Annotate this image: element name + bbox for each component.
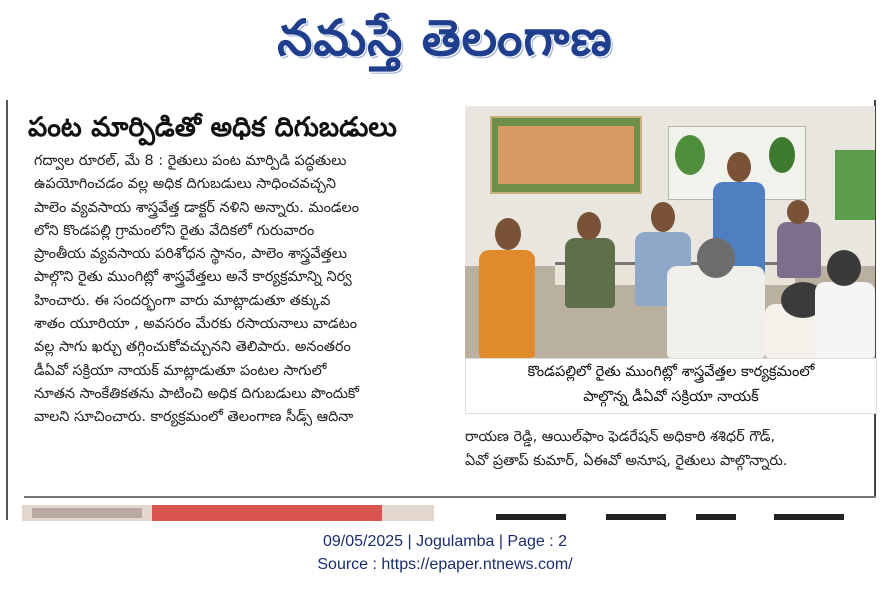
continuation-line: రాయణ రెడ్డి, ఆయిల్‌ఫాం ఫెడరేషన్ అధికారి శశిధర్ గౌడ్,: [465, 429, 776, 445]
photo-caption: [465, 358, 877, 414]
continuation-line: ఏవో ప్రతాప్ కుమార్, ఏఈవో అనూష, రైతులు పాల్గొన్నారు.: [465, 452, 788, 469]
photo-head: [827, 250, 861, 286]
photo-head: [697, 238, 735, 278]
body-line: గద్వాల రూరల్, మే 8 : రైతులు పంట మార్పిడి పద్ధతులు: [34, 153, 347, 169]
source-link[interactable]: Source : https://epaper.ntnews.com/: [317, 556, 573, 573]
body-line: వాలని సూచించారు. కార్యక్రమంలో తెలంగాణ సీడ్స్ ఆదినా: [34, 409, 354, 426]
page-footer: [0, 530, 890, 600]
photo-head: [495, 218, 521, 250]
article-continuation: [465, 426, 875, 473]
caption-line: పాల్గొన్న డీఏవో సక్రియా నాయక్: [583, 388, 759, 405]
next-article-photo: [22, 505, 434, 521]
body-line: వల్ల సాగు ఖర్చు తగ్గించుకోవచ్చునని తెలిపారు. అనంతరం: [34, 339, 351, 356]
next-article-headline: [496, 514, 866, 520]
event-photo: [465, 106, 875, 358]
body-line: శాతం యూరియా , అవసరం మేరకు రసాయనాలు వాడటం: [34, 316, 358, 333]
photo-head: [727, 152, 751, 182]
photo-person-standing: [777, 222, 821, 278]
section-divider: [24, 496, 876, 498]
body-line: పాలెం వ్యవసాయ శాస్త్రవేత్త డాక్టర్ నళిని అన్నారు. మండలం: [34, 199, 360, 216]
article-body: [34, 150, 458, 430]
body-line: హించారు. ఈ సందర్భంగా వారు మాట్లాడుతూ తక్కువ: [34, 292, 331, 309]
edition-info: 09/05/2025 | Jogulamba | Page : 2: [322, 533, 568, 550]
next-photo-detail: [32, 508, 142, 518]
photo-banner-right: [835, 150, 875, 220]
body-line: నూతన సాంకేతికతను పాటించి అధిక దిగుబడులు పొందుకో: [34, 385, 360, 402]
next-photo-banner: [152, 505, 382, 521]
body-line: డీఏవో సక్రియా నాయక్ మాట్లాడుతూ పంటల సాగులో: [34, 362, 327, 379]
body-line: పాల్గొని రైతు ముంగిట్లో శాస్త్రవేత్తలు అనే కార్యక్రమాన్ని నిర్వ: [34, 269, 352, 286]
masthead: [0, 0, 890, 100]
photo-banner-left: [490, 116, 642, 194]
photo-person-woman: [479, 250, 535, 358]
news-clipping: [14, 104, 876, 496]
article-headline: పంట మార్పిడితో అధిక దిగుబడులు: [28, 112, 397, 143]
photo-person-seated-1: [565, 238, 615, 308]
photo-head: [651, 202, 675, 232]
body-line: లోని కొండపల్లి గ్రామంలోని రైతు వేదికలో గురువారం: [34, 222, 315, 239]
photo-person-back-1: [667, 266, 765, 358]
left-column-rule: [6, 100, 8, 520]
newspaper-logo: నమస్తే తెలంగాణ: [277, 9, 613, 67]
caption-line: కొండపల్లిలో రైతు ముంగిట్లో శాస్త్రవేత్తల కార్యక్రమంలో: [527, 363, 815, 380]
body-line: ప్రాంతీయ వ్యవసాయ పరిశోధన స్థానం, పాలెం శాస్త్రవేత్తలు: [34, 246, 347, 263]
photo-head: [787, 200, 809, 224]
photo-head: [577, 212, 601, 240]
photo-person-back-3: [815, 282, 875, 358]
body-line: ఉపయోగించడం వల్ల అధిక దిగుబడులు సాధించవచ్చని: [34, 176, 336, 193]
